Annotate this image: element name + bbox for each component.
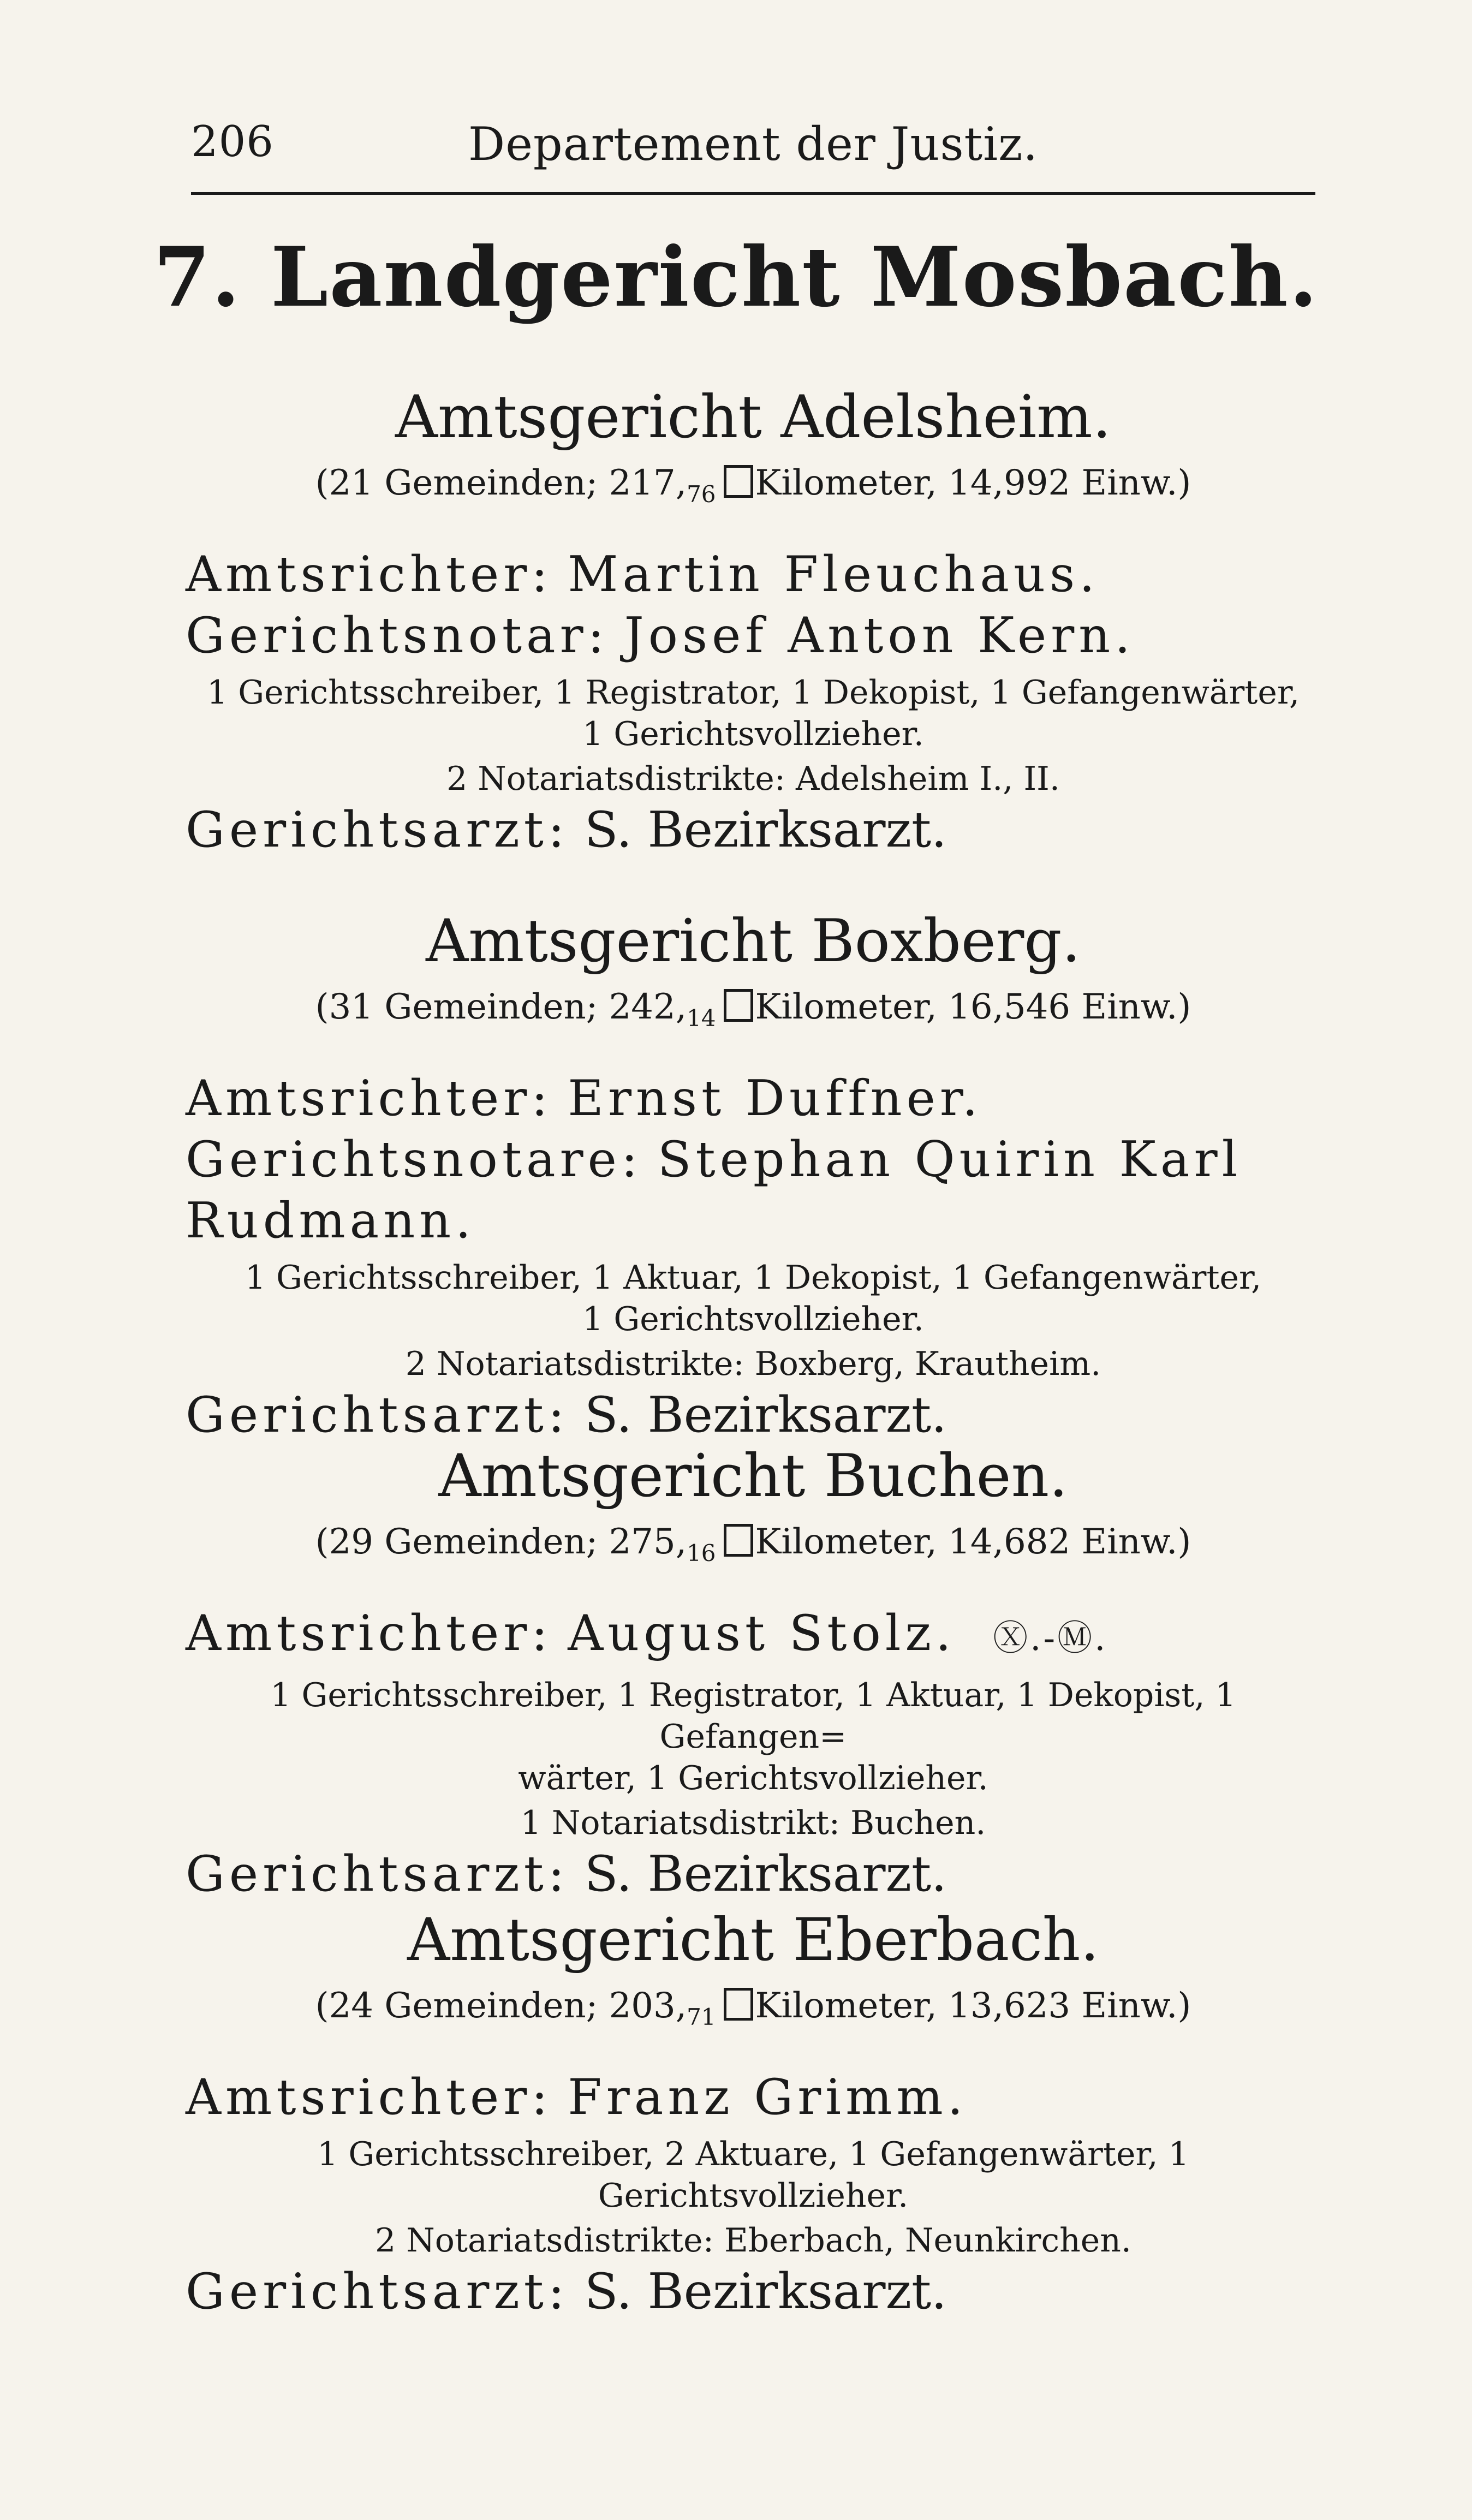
role-label: Amtsrichter: — [186, 2069, 552, 2126]
staff-list — [186, 672, 1321, 755]
header-rule — [191, 192, 1315, 195]
page-header — [191, 117, 1315, 183]
square-icon — [724, 465, 753, 498]
section-heading: Amtsgericht Boxberg. — [426, 907, 1081, 975]
stats-suffix: Kilometer, 14,992 Einw.) — [755, 463, 1191, 503]
staff-list — [186, 2134, 1321, 2217]
page-number: 206 — [191, 117, 274, 166]
section-heading: Amtsgericht Buchen. — [438, 1442, 1068, 1510]
staff-line: 1 Gerichtsschreiber, 1 Registrator, 1 Aktuar, 1 Dekopist, 1 Gefangen= — [270, 1676, 1236, 1756]
role-value: Martin Fleuchaus. — [568, 546, 1099, 603]
court-title: 7. Landgericht Mosbach. — [153, 229, 1319, 325]
stats-suffix: Kilometer, 13,623 Einw.) — [755, 1986, 1191, 2026]
square-icon — [724, 989, 753, 1022]
section-stats — [186, 1981, 1321, 2034]
role-value: S. Bezirksarzt. — [584, 1386, 947, 1444]
role-line — [186, 544, 1321, 605]
staff-list — [186, 1257, 1321, 1340]
role-label: Amtsrichter: — [186, 1605, 552, 1662]
staff-line: 1 Gerichtsschreiber, 2 Aktuare, 1 Gefangenwärter, 1 Gerichtsvollzieher. — [317, 2135, 1189, 2215]
stats-prefix: (21 Gemeinden; 217, — [315, 463, 687, 503]
role-label: Amtsrichter: — [186, 1070, 552, 1127]
role-line — [186, 1068, 1321, 1129]
section-buchen — [186, 1441, 1321, 1905]
role-line — [186, 2067, 1321, 2128]
stats-suffix: Kilometer, 14,682 Einw.) — [755, 1522, 1191, 1562]
running-head: Departement der Justiz. — [468, 117, 1039, 171]
role-label: Gerichtsnotare: — [186, 1131, 642, 1188]
stats-decimal: 14 — [687, 1005, 716, 1032]
role-value: S. Bezirksarzt. — [584, 801, 947, 859]
role-line — [186, 1129, 1321, 1252]
section-stats — [186, 458, 1321, 511]
notary-districts: 2 Notariatsdistrikte: Boxberg, Krautheim. — [405, 1345, 1101, 1383]
notary-districts: 1 Notariatsdistrikt: Buchen. — [520, 1804, 986, 1842]
role-value: August Stolz. — [568, 1605, 956, 1662]
stats-decimal: 76 — [687, 481, 716, 508]
doctor-line — [186, 2261, 1321, 2322]
role-value: Franz Grimm. — [568, 2069, 968, 2126]
role-label: Gerichtsarzt: — [186, 2263, 569, 2320]
role-label: Gerichtsarzt: — [186, 801, 569, 859]
section-boxberg — [186, 906, 1321, 1446]
stats-prefix: (29 Gemeinden; 275, — [315, 1522, 687, 1562]
doctor-line — [186, 1385, 1321, 1446]
section-heading: Amtsgericht Eberbach. — [407, 1906, 1099, 1974]
role-label: Gerichtsarzt: — [186, 1386, 569, 1444]
section-adelsheim — [186, 382, 1321, 861]
role-value: Josef Anton Kern. — [624, 607, 1135, 664]
staff-line: 1 Gerichtsschreiber, 1 Registrator, 1 Dekopist, 1 Gefangenwärter, — [206, 674, 1300, 712]
order-badge: Ⓧ.-Ⓜ. — [993, 1618, 1108, 1659]
stats-suffix: Kilometer, 16,546 Einw.) — [755, 987, 1191, 1027]
role-value: Stephan Quirin Karl Rudmann. — [186, 1131, 1242, 1249]
staff-line: 1 Gerichtsvollzieher. — [582, 1300, 924, 1338]
role-label: Amtsrichter: — [186, 546, 552, 603]
section-stats — [186, 982, 1321, 1035]
staff-line: 1 Gerichtsvollzieher. — [582, 715, 924, 753]
stats-decimal: 71 — [687, 2004, 716, 2030]
role-value: S. Bezirksarzt. — [584, 2263, 947, 2320]
section-eberbach — [186, 1905, 1321, 2322]
notary-districts: 2 Notariatsdistrikte: Eberbach, Neunkirchen. — [375, 2221, 1131, 2260]
role-value: Ernst Duffner. — [568, 1070, 982, 1127]
square-icon — [724, 1988, 753, 2021]
role-value: S. Bezirksarzt. — [584, 1845, 947, 1903]
stats-prefix: (31 Gemeinden; 242, — [315, 987, 687, 1027]
staff-line: 1 Gerichtsschreiber, 1 Aktuar, 1 Dekopist, 1 Gefangenwärter, — [245, 1259, 1262, 1297]
doctor-line — [186, 1844, 1321, 1905]
role-line — [186, 1603, 1321, 1669]
role-line — [186, 605, 1321, 666]
staff-list — [186, 1675, 1321, 1799]
square-icon — [724, 1524, 753, 1557]
notary-districts: 2 Notariatsdistrikte: Adelsheim I., II. — [446, 760, 1060, 798]
role-label: Gerichtsnotar: — [186, 607, 609, 664]
stats-decimal: 16 — [687, 1540, 716, 1566]
doctor-line — [186, 800, 1321, 861]
section-stats — [186, 1517, 1321, 1570]
section-heading: Amtsgericht Adelsheim. — [395, 383, 1111, 451]
role-label: Gerichtsarzt: — [186, 1845, 569, 1903]
stats-prefix: (24 Gemeinden; 203, — [315, 1986, 687, 2026]
staff-line: wärter, 1 Gerichtsvollzieher. — [518, 1759, 988, 1797]
